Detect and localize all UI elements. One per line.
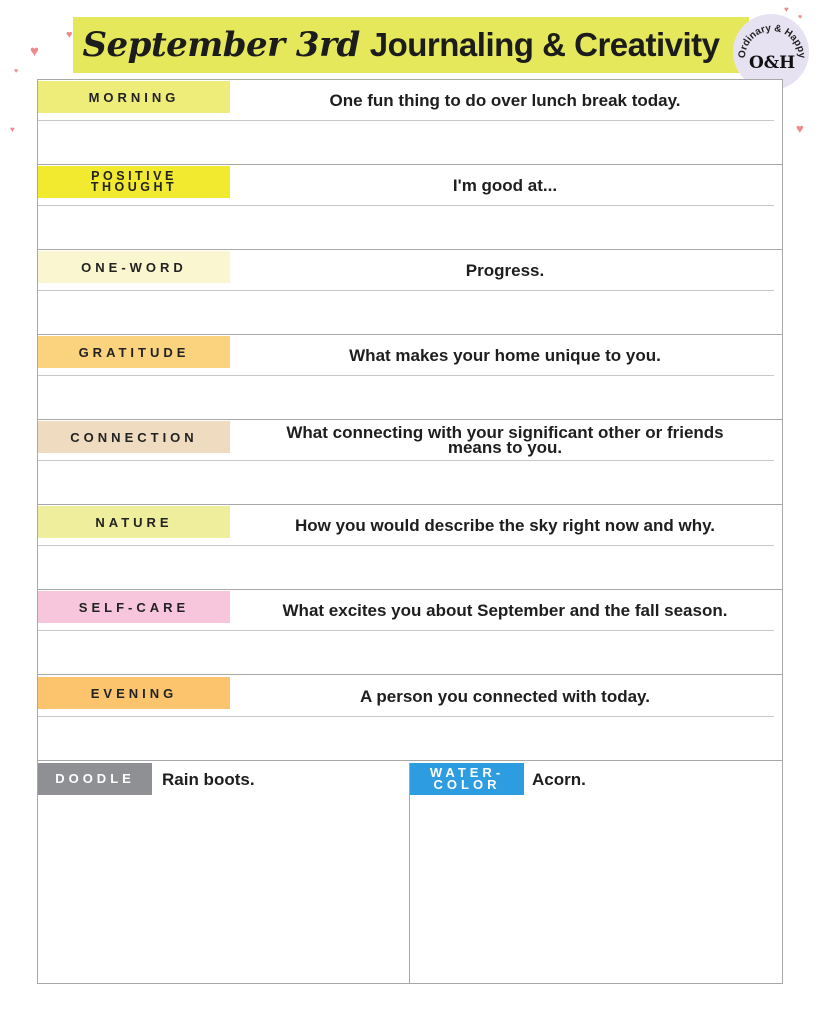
prompt-morning: One fun thing to do over lunch break today. <box>329 90 681 110</box>
heart-icon: ♥ <box>30 43 39 60</box>
prompt-evening: A person you connected with today. <box>360 686 650 706</box>
tag-watercolor <box>410 763 524 795</box>
prompt-positive-thought: I'm good at... <box>452 175 558 195</box>
row-positive-thought <box>38 165 782 250</box>
writing-line <box>38 375 774 376</box>
prompt-line2: means to you. <box>447 438 563 457</box>
watercolor-box <box>410 763 782 983</box>
tag-one-word <box>38 251 230 283</box>
doodle-box <box>38 763 410 983</box>
row-one-word <box>38 250 782 335</box>
logo-mark: O&H <box>749 53 796 73</box>
prompt-watercolor: Acorn. <box>532 770 586 789</box>
heart-icon: ♥ <box>10 125 15 134</box>
row-self-care <box>38 590 782 675</box>
title-date: September 3rd <box>82 25 360 65</box>
page-title: Journaling & Creativity <box>369 26 720 63</box>
tag-nature <box>38 506 230 538</box>
writing-line <box>38 630 774 631</box>
tag-label-line1: POSITIVE <box>91 169 177 183</box>
row-nature <box>38 505 782 590</box>
writing-line <box>38 290 774 291</box>
row-connection <box>38 420 782 505</box>
tag-label: GRATITUDE <box>78 344 190 360</box>
creative-section <box>38 763 782 983</box>
tag-label: NATURE <box>95 514 173 530</box>
tag-label-line2: COLOR <box>433 777 501 792</box>
tag-label: DOODLE <box>55 771 135 786</box>
prompt-one-word: Progress. <box>465 260 545 280</box>
prompt-connection <box>260 424 750 456</box>
writing-line <box>38 460 774 461</box>
tag-label-line2: THOUGHT <box>90 180 178 194</box>
journal-sheet <box>37 79 783 984</box>
heart-icon: ♥ <box>66 29 73 41</box>
heart-icon: ♥ <box>796 121 804 136</box>
heart-icon: ♥ <box>784 5 789 14</box>
prompt-doodle: Rain boots. <box>162 770 255 789</box>
row-gratitude <box>38 335 782 420</box>
prompt-nature: How you would describe the sky right now and why. <box>294 515 715 535</box>
writing-line <box>38 205 774 206</box>
tag-label: SELF-CARE <box>78 599 190 615</box>
prompt-gratitude: What makes your home unique to you. <box>349 345 661 365</box>
tag-self-care <box>38 591 230 623</box>
title-banner <box>73 17 749 73</box>
tag-positive-thought <box>38 166 230 198</box>
writing-line <box>38 716 774 717</box>
writing-line <box>38 120 774 121</box>
heart-icon: ♥ <box>798 14 803 21</box>
row-evening <box>38 676 782 761</box>
tag-label: EVENING <box>90 685 178 701</box>
tag-label: MORNING <box>88 89 180 105</box>
writing-line <box>38 545 774 546</box>
tag-label-line1: WATER- <box>429 765 505 780</box>
heart-icon: ♥ <box>14 68 19 75</box>
row-morning <box>38 80 782 165</box>
prompt-line1: What connecting with your significant other or friends <box>286 423 724 442</box>
prompt-self-care: What excites you about September and the fall season. <box>282 600 728 620</box>
svg-text:Ordinary & Happy: Ordinary & Happy <box>736 22 808 59</box>
tag-morning <box>38 81 230 113</box>
tag-doodle <box>38 763 152 795</box>
tag-connection <box>38 421 230 453</box>
tag-evening <box>38 677 230 709</box>
tag-label: ONE-WORD <box>81 259 187 275</box>
tag-label: CONNECTION <box>70 429 198 445</box>
tag-gratitude <box>38 336 230 368</box>
